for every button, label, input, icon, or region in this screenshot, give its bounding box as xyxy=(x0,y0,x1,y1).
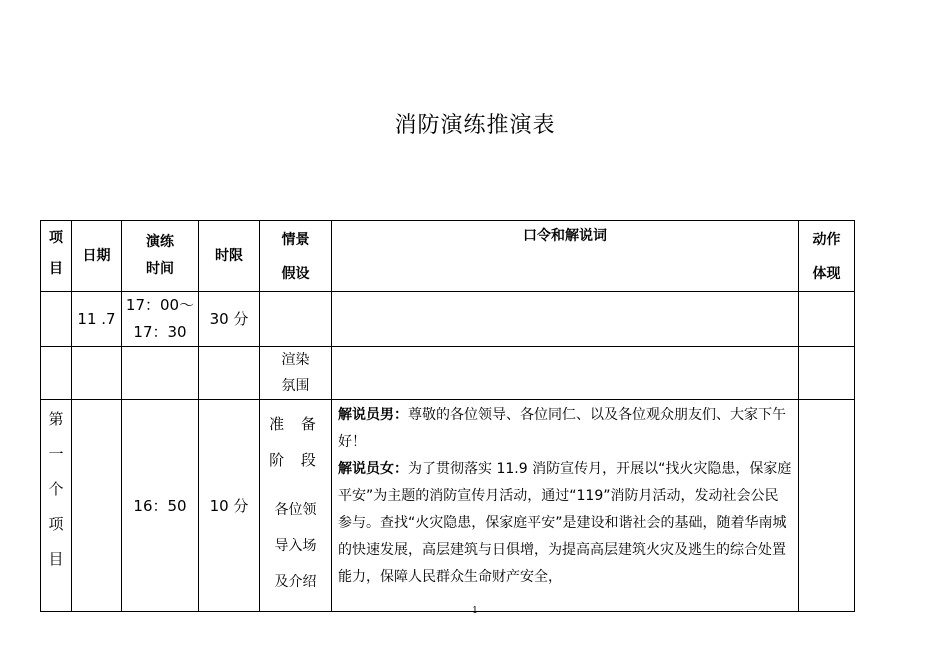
table-row xyxy=(41,292,855,347)
item-char: 项 xyxy=(48,515,64,533)
item-char: 个 xyxy=(48,480,64,498)
item-char: 目 xyxy=(48,550,64,568)
cell-scenario xyxy=(260,292,332,347)
cell-action xyxy=(799,347,855,400)
cell-date xyxy=(72,347,122,400)
cell-drill-time xyxy=(122,292,199,347)
scenario-sub-3: 及介绍 xyxy=(274,574,317,590)
header-commands: 口令和解说词 xyxy=(332,221,799,292)
scenario-sub-1: 各位领 xyxy=(274,502,317,518)
header-row xyxy=(41,221,855,292)
scenario-title-1: 准 备 xyxy=(269,415,322,433)
scenario-sub-2: 导入场 xyxy=(274,538,317,554)
cell-commands xyxy=(332,400,799,612)
cell-scenario xyxy=(260,347,332,400)
scenario-subtitle xyxy=(260,492,331,600)
cell-date: 11 .7 xyxy=(72,292,122,347)
header-item-text: 项目 xyxy=(49,230,63,277)
cell-action xyxy=(799,400,855,612)
cell-item xyxy=(41,292,72,347)
header-date: 日期 xyxy=(72,221,122,292)
time-end: 17：30 xyxy=(133,323,187,341)
header-item xyxy=(41,221,72,292)
drill-schedule-table xyxy=(40,220,855,612)
cell-limit: 10 分 xyxy=(199,400,260,612)
page-number: 1 xyxy=(472,606,478,616)
header-scenario-text: 情景假设 xyxy=(281,232,310,282)
header-drill-time xyxy=(122,221,199,292)
narrator-female-text: 为了贯彻落实 11.9 消防宣传月，开展以“找火灾隐患，保家庭平安”为主题的消防宣传月活动，通过“119”消防月活动，发动社会公民参与。查找“火灾隐患，保家庭平安”是建设和谐社会的基础，随着华南城的快速发展，高层建筑与日俱增，为提高高层建筑火灾及逃生的综合处置能力，保障人民群众生命财产安全， xyxy=(338,461,792,585)
cell-item xyxy=(41,347,72,400)
header-action xyxy=(799,221,855,292)
cell-limit xyxy=(199,347,260,400)
table-row xyxy=(41,400,855,612)
cell-commands xyxy=(332,347,799,400)
cell-item xyxy=(41,400,72,612)
cell-limit: 30 分 xyxy=(199,292,260,347)
scenario-text: 渲染氛围 xyxy=(281,352,310,394)
cell-drill-time: 16：50 xyxy=(122,400,199,612)
cell-commands xyxy=(332,292,799,347)
cell-scenario xyxy=(260,400,332,612)
item-char: 一 xyxy=(48,445,64,463)
scenario-title-2: 阶 段 xyxy=(269,451,322,469)
table-row xyxy=(41,347,855,400)
header-scenario xyxy=(260,221,332,292)
narrator-male-label: 解说员男： xyxy=(338,407,408,423)
cell-drill-time xyxy=(122,347,199,400)
document-title: 消防演练推演表 xyxy=(394,113,556,138)
narrator-female-label: 解说员女： xyxy=(338,461,408,477)
cell-action xyxy=(799,292,855,347)
header-action-text: 动作体现 xyxy=(812,232,841,282)
header-drill-time-text: 演练时间 xyxy=(146,234,174,277)
cell-date xyxy=(72,400,122,612)
header-limit: 时限 xyxy=(199,221,260,292)
narrator-male-text: 尊敬的各位领导、各位同仁、以及各位观众朋友们、大家下午好！ xyxy=(338,407,786,450)
time-start: 17：00～ xyxy=(125,296,195,314)
item-char: 第 xyxy=(48,410,64,428)
